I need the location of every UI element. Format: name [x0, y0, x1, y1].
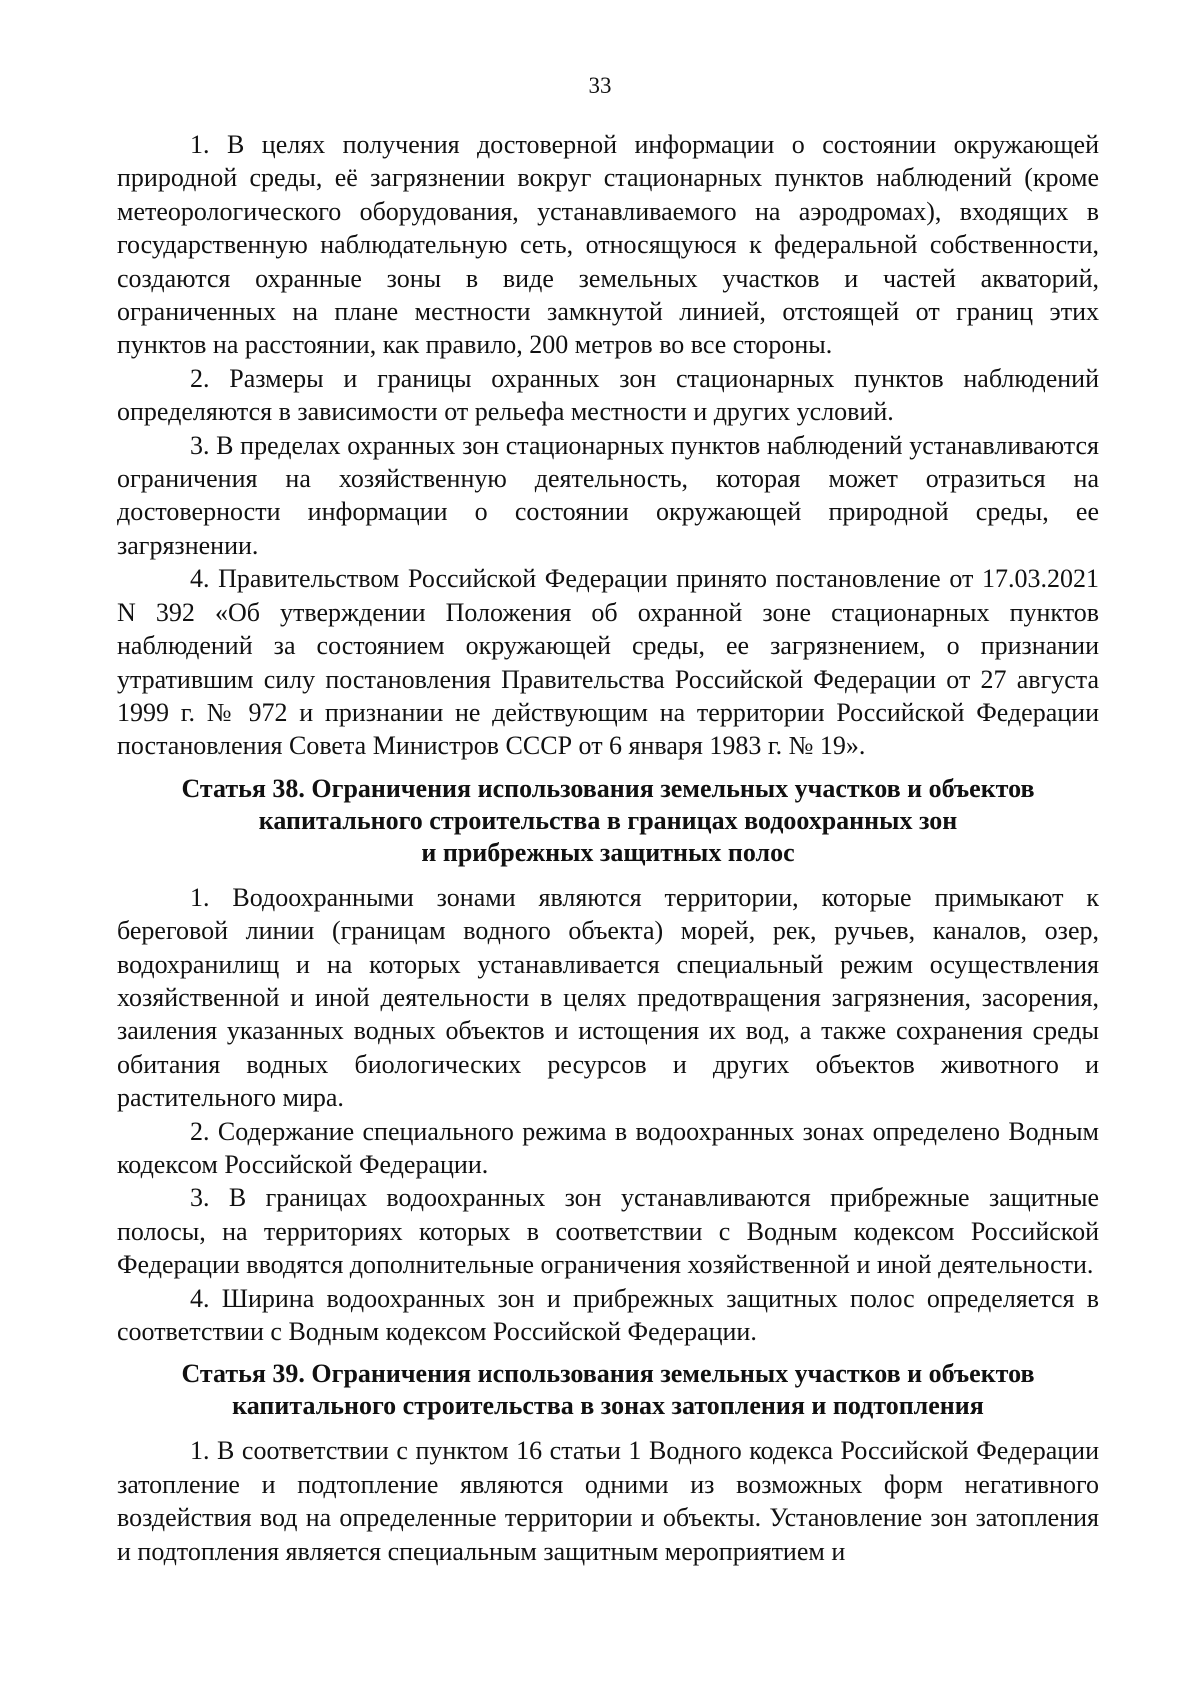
heading-line: Статья 38. Ограничения использования земельных участков и объектов — [181, 773, 1035, 803]
paragraph: 1. В соответствии с пунктом 16 статьи 1 Водного кодекса Российской Федерации затопление и подтопление являются одними из возможных форм негативного воздействия вод на определенные территории и объекты. Установление зон затопления и подтопления является специальным защитным мероприятием и — [117, 1436, 1099, 1566]
paragraph: 1. В целях получения достоверной информации о состоянии окружающей природной среды, её загрязнении вокруг стационарных пунктов наблюдений (кроме метеорологического оборудования, устанавливаемого на аэродромах), входящих в государственную наблюдательную сеть, относящуюся к федеральной собственности, создаются охранные зоны в виде земельных участков и частей акваторий, ограниченных на плане местности замкнутой линией, отстоящей от границ этих пунктов на расстоянии, как правило, 200 метров во все стороны. — [117, 130, 1099, 360]
heading-line: капитального строительства в зонах затопления и подтопления — [232, 1391, 984, 1421]
paragraph: 4. Ширина водоохранных зон и прибрежных защитных полос определяется в соответствии с Водным кодексом Российской Федерации. — [117, 1283, 1099, 1346]
paragraph: 3. В пределах охранных зон стационарных пунктов наблюдений устанавливаются ограничения на хозяйственную деятельность, которая может отразиться на достоверности информации о состоянии окружающей природной среды, ее загрязнении. — [117, 430, 1099, 560]
article-39 — [117, 1358, 1099, 1568]
heading-line: и прибрежных защитных полос — [421, 837, 795, 867]
article-heading — [117, 1358, 1099, 1422]
article-heading — [117, 773, 1099, 869]
heading-line: капитального строительства в границах водоохранных зон — [258, 805, 958, 835]
paragraph: 3. В границах водоохранных зон устанавливаются прибрежные защитные полосы, на территориях которых в соответствии с Водным кодексом Российской Федерации вводятся дополнительные ограничения хозяйственной и иной деятельности. — [117, 1183, 1099, 1280]
section-intro — [117, 128, 1099, 763]
page-content — [117, 128, 1099, 1568]
paragraph: 1. Водоохранными зонами являются территории, которые примыкают к береговой линии (границам водного объекта) морей, рек, ручьев, каналов, озер, водохранилищ и на которых устанавливается специальный режим осуществления хозяйственной и иной деятельности в целях предотвращения загрязнения, засорения, заиления указанных водных объектов и истощения их вод, а также сохранения среды обитания водных биологических ресурсов и других объектов животного и растительного мира. — [117, 882, 1099, 1113]
paragraph: 2. Размеры и границы охранных зон стационарных пунктов наблюдений определяются в зависимости от рельефа местности и других условий. — [117, 363, 1099, 427]
article-38 — [117, 773, 1099, 1349]
page-number: 33 — [588, 73, 612, 98]
paragraph: 4. Правительством Российской Федерации принято постановление от 17.03.2021 N 392 «Об утверждении Положения об охранной зоне стационарных пунктов наблюдений за состоянием окружающей среды, ее загрязнением, о признании утратившим силу постановления Правительства Российской Федерации от 27 августа 1999 г. № 972 и признании не действующим на территории Российской Федерации постановления Совета Министров СССР от 6 января 1983 г. № 19». — [117, 564, 1099, 761]
heading-line: Статья 39. Ограничения использования земельных участков и объектов — [181, 1359, 1035, 1389]
paragraph: 2. Содержание специального режима в водоохранных зонах определено Водным кодексом Российской Федерации. — [117, 1116, 1099, 1179]
